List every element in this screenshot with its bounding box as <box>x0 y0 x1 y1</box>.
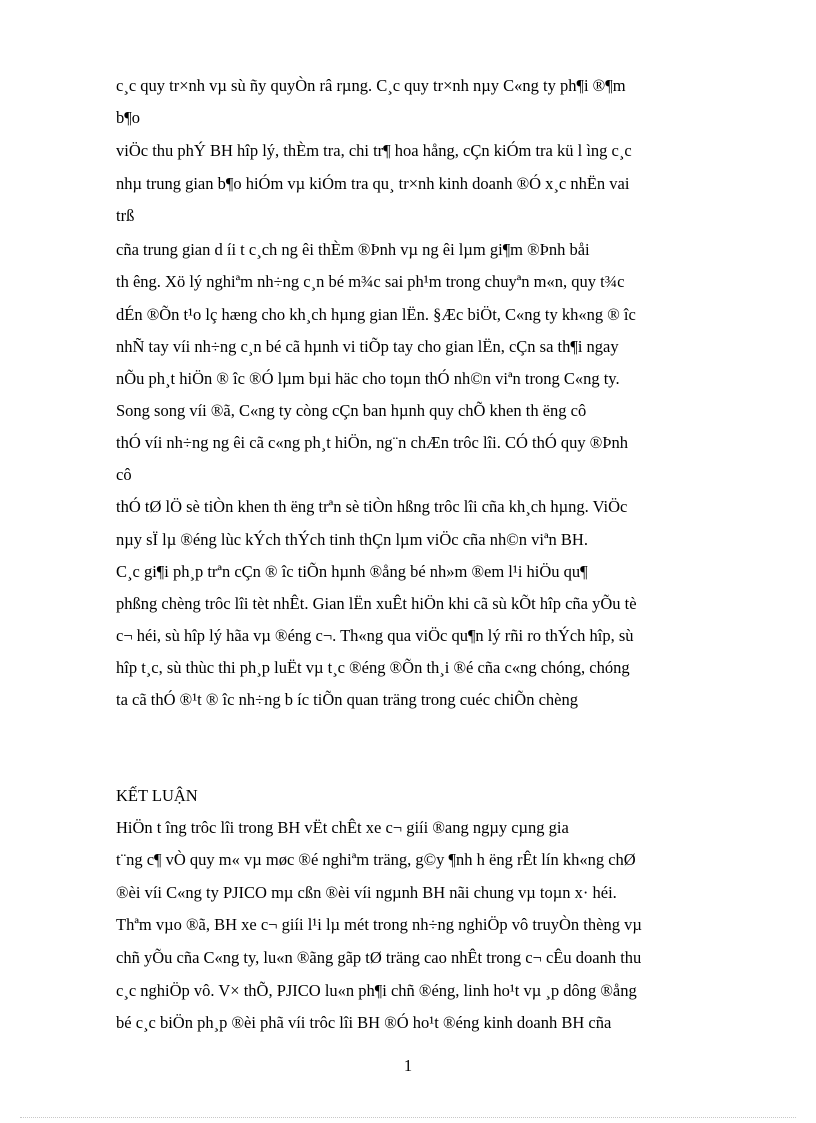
text-line: th êng. Xö lý nghiªm nh÷ng c¸n bé m¾c sai ph¹m trong chuyªn m«n, quy t¾c <box>116 272 625 291</box>
text-line: thÓ tØ lÖ sè tiÒn khen th ëng trªn sè tiÒn hßng trôc lîi cña kh¸ch hµng. ViÖc <box>116 497 628 516</box>
text-line: phßng chèng trôc lîi tèt nhÊt. Gian lËn xuÊt hiÖn khi cã sù kÕt hîp cña yÕu tè <box>116 594 637 613</box>
text-line: chñ yÕu cña C«ng ty, lu«n ®ãng gãp tØ träng cao nhÊt trong c¬ cÊu doanh thu <box>116 948 642 967</box>
text-line: nÕu ph¸t hiÖn ® îc ®Ó lµm bµi häc cho toµn thÓ nh©n viªn trong C«ng ty. <box>116 369 620 388</box>
text-line: Thªm vµo ®ã, BH xe c¬ giíi l¹i lµ mét trong nh÷ng nghiÖp vô truyÒn thèng vµ <box>116 915 642 934</box>
text-line: nµy sÏ lµ ®éng lùc kÝch thÝch tinh thÇn lµm viÖc cña nh©n viªn BH. <box>116 530 588 549</box>
conclusion-heading: KẾT LUẬN <box>116 786 198 805</box>
text-line: ®èi víi C«ng ty PJICO mµ cßn ®èi víi ngµnh BH nãi chung vµ toµn x· héi. <box>116 883 617 902</box>
page-number: 1 <box>403 1056 413 1075</box>
text-line: dÉn ®Õn t¹o lç hæng cho kh¸ch hµng gian lËn. §Æc biÖt, C«ng ty kh«ng ® îc <box>116 305 636 324</box>
text-line: b¶o <box>116 108 140 127</box>
page-bottom-border <box>20 1117 796 1118</box>
text-line: nhµ trung gian b¶o hiÓm vµ kiÓm tra qu¸ tr×nh kinh doanh ®Ó x¸c nhËn vai <box>116 174 630 193</box>
text-line: hîp t¸c, sù thùc thi ph¸p luËt vµ t¸c ®éng ®Õn th¸i ®é cña c«ng chóng, chóng <box>116 658 630 677</box>
text-line: trß <box>116 206 135 225</box>
text-line: C¸c gi¶i ph¸p trªn cÇn ® îc tiÕn hµnh ®ång bé nh»m ®em l¹i hiÖu qu¶ <box>116 562 588 581</box>
text-line: bé c¸c biÖn ph¸p ®èi phã víi trôc lîi BH ®Ó ho¹t ®éng kinh doanh BH cña <box>116 1013 612 1032</box>
text-line: t¨ng c¶ vÒ quy m« vµ møc ®é nghiªm träng, g©y ¶nh h ëng rÊt lín kh«ng chØ <box>116 850 636 869</box>
text-line: cña trung gian d íi t c¸ch ng êi thÈm ®Þnh vµ ng êi lµm gi¶m ®Þnh båi <box>116 240 590 259</box>
text-line: HiÖn t îng trôc lîi trong BH vËt chÊt xe c¬ giíi ®ang ngµy cµng gia <box>116 818 569 837</box>
text-line: viÖc thu phÝ BH hîp lý, thÈm tra, chi tr¶ hoa hång, cÇn kiÓm tra kü l ìng c¸c <box>116 141 632 160</box>
text-line: c¬ héi, sù hîp lý hãa vµ ®éng c¬. Th«ng qua viÖc qu¶n lý rñi ro thÝch hîp, sù <box>116 626 634 645</box>
text-line: c¸c nghiÖp vô. V× thÕ, PJICO lu«n ph¶i chñ ®éng, linh ho¹t vµ ¸p dông ®ång <box>116 981 637 1000</box>
text-line: c¸c quy tr×nh vµ sù ñy quyÒn râ rµng. C¸c quy tr×nh nµy C«ng ty ph¶i ®¶m <box>116 76 626 95</box>
text-line: nhÑ tay víi nh÷ng c¸n bé cã hµnh vi tiÕp tay cho gian lËn, cÇn sa th¶i ngay <box>116 337 619 356</box>
text-line: ta cã thÓ ®¹t ® îc nh÷ng b íc tiÕn quan träng trong cuéc chiÕn chèng <box>116 690 578 709</box>
text-line: Song song víi ®ã, C«ng ty còng cÇn ban hµnh quy chÕ khen th ëng cô <box>116 401 587 420</box>
text-line: cô <box>116 465 132 484</box>
text-line: thÓ víi nh÷ng ng êi cã c«ng ph¸t hiÖn, ng¨n chÆn trôc lîi. CÓ thÓ quy ®Þnh <box>116 433 628 452</box>
